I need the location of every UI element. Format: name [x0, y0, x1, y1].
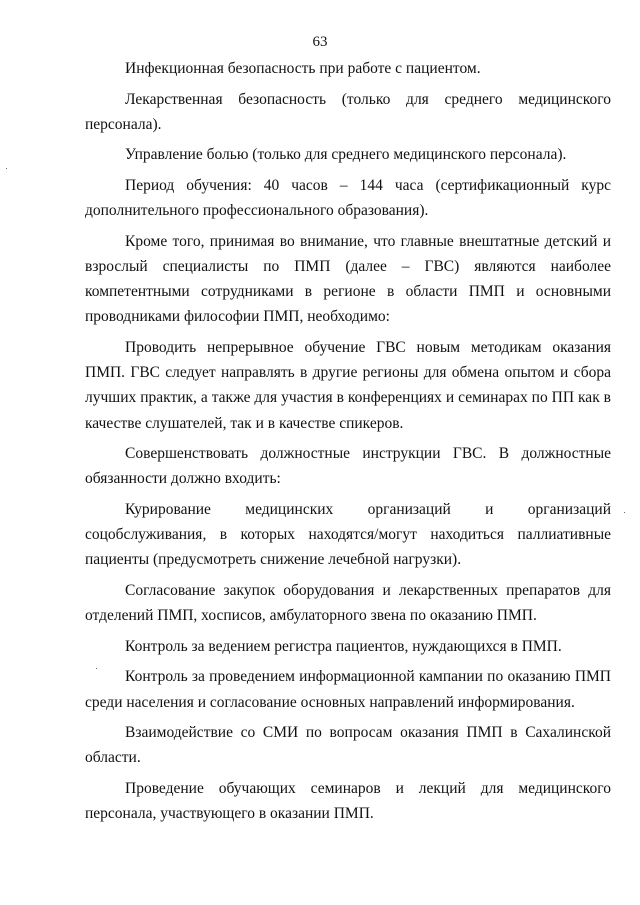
scan-speck	[624, 512, 625, 513]
scan-speck	[6, 168, 7, 169]
paragraph-pain-management: Управление болью (только для среднего медицинского персонала).	[125, 146, 567, 164]
paragraph-procurement: Согласование закупок оборудования и лекарственных препаратов для отделений ПМП, хосписов, амбулаторного звена по оказанию ПМП.	[85, 581, 611, 625]
paragraph-chief-specialists: Кроме того, принимая во внимание, что главные внештатные детский и взрослый специалисты по ПМП (далее – ГВС) являются наиболее компетентными сотрудниками в регионе в области ПМП и основными проводниками философии ПМП, необходимо:	[85, 232, 611, 326]
paragraph-patient-registry: Контроль за ведением регистра пациентов, нуждающихся в ПМП.	[125, 637, 562, 655]
page-number: 63	[312, 34, 328, 50]
paragraph-supervision: Курирование медицинских организаций и организаций соцобслуживания, в которых находятся/могут находиться паллиативные пациенты (предусмотреть снижение лечебной нагрузки).	[85, 500, 611, 569]
paragraph-infection-safety: Инфекционная безопасность при работе с пациентом.	[125, 60, 481, 77]
paragraph-seminars: Проведение обучающих семинаров и лекций для медицинского персонала, участвующего в оказании ПМП.	[85, 779, 611, 823]
paragraph-job-descriptions: Совершенствовать должностные инструкции ГВС. В должностные обязанности должно входить:	[85, 445, 611, 488]
paragraph-training-period: Период обучения: 40 часов – 144 часа (сертификационный курс дополнительного профессионального образования).	[85, 176, 611, 220]
paragraph-medication-safety: Лекарственная безопасность (только для среднего медицинского персонала).	[85, 90, 611, 133]
scan-speck	[96, 668, 97, 669]
document-body	[85, 56, 611, 832]
paragraph-media-interaction: Взаимодействие со СМИ по вопросам оказания ПМП в Сахалинской области.	[85, 724, 611, 767]
paragraph-continuous-training: Проводить непрерывное обучение ГВС новым методикам оказания ПМП. ГВС следует направлять в другие регионы для обмена опытом и сбора лучших практик, а также для участия в конференциях и семинарах по ПП как в качестве слушателей, так и в качестве спикеров.	[85, 338, 611, 432]
paragraph-info-campaign: Контроль за проведением информационной кампании по оказанию ПМП среди населения и согласование основных направлений информирования.	[85, 668, 611, 711]
